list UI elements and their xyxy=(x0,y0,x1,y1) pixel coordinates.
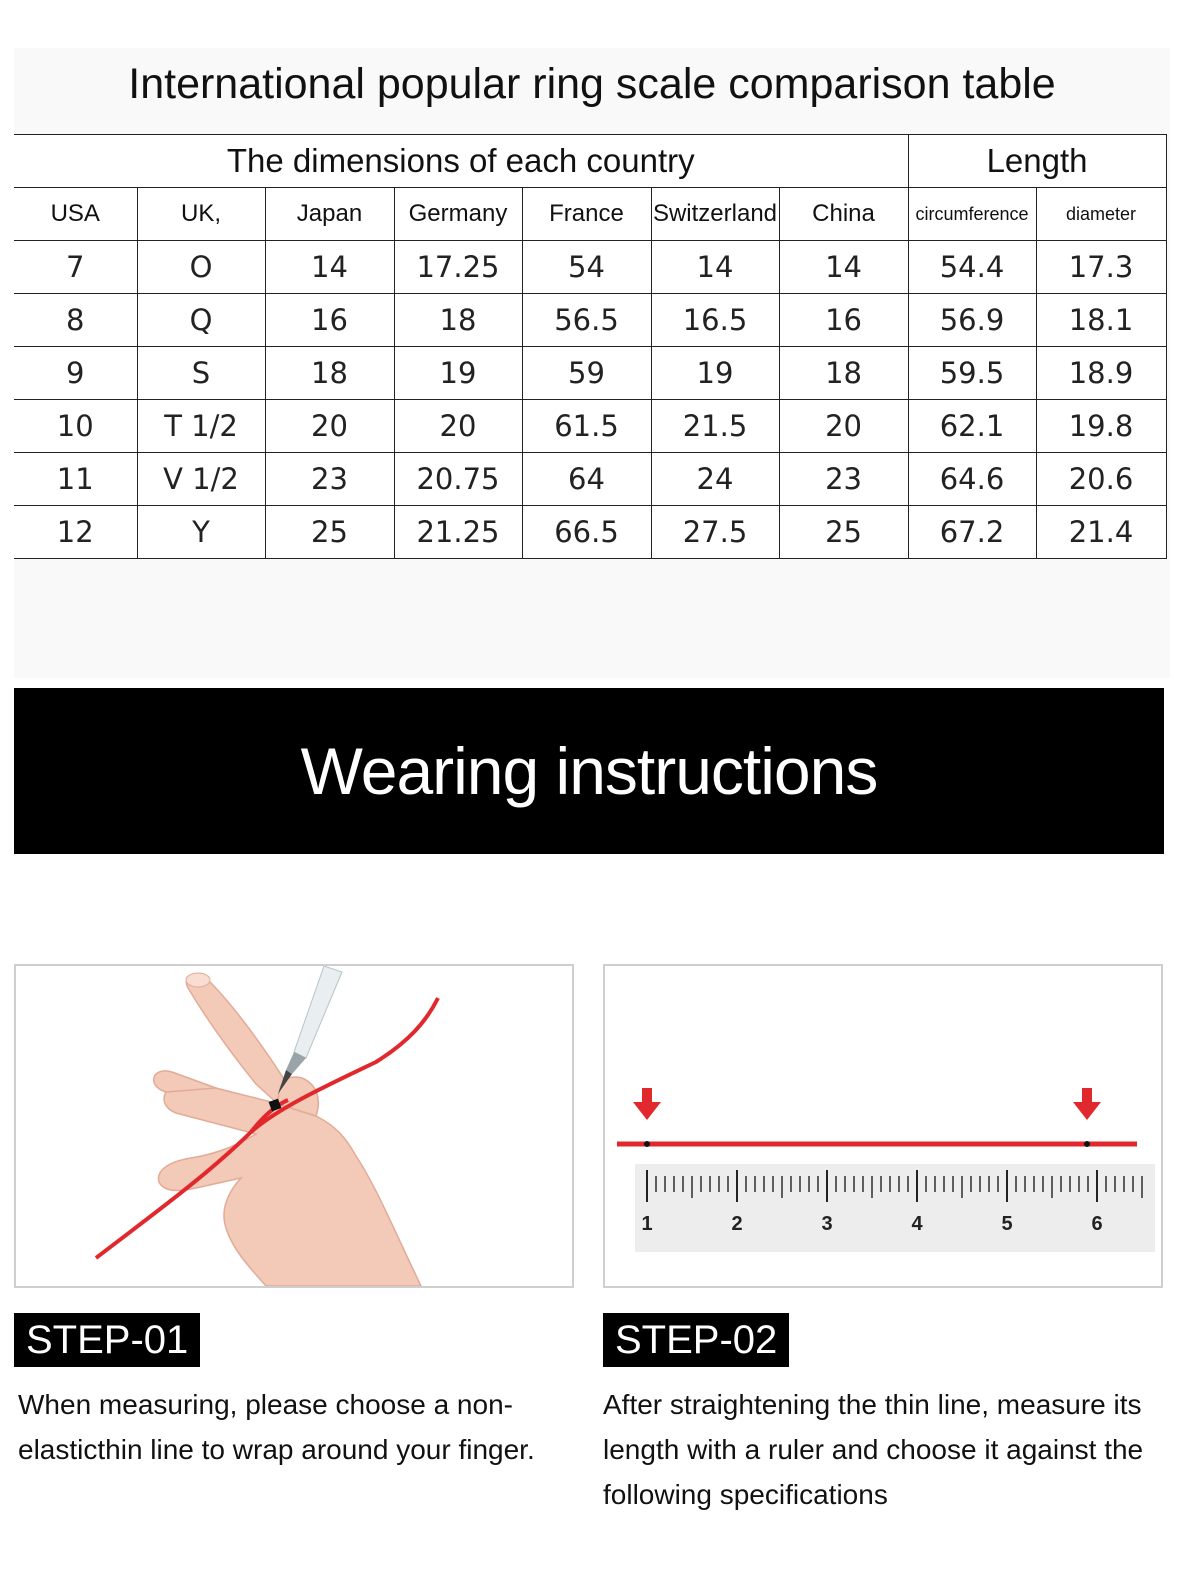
ruler-label: 1 xyxy=(641,1213,653,1235)
cell-usa: 12 xyxy=(14,506,137,559)
column-header-japan: Japan xyxy=(265,188,394,241)
ruler-label: 2 xyxy=(731,1213,743,1235)
step-02-illustration xyxy=(603,964,1163,1288)
cell-diameter: 18.9 xyxy=(1036,347,1166,400)
cell-circumference: 62.1 xyxy=(908,400,1036,453)
ruler-label: 3 xyxy=(821,1213,833,1235)
cell-china: 20 xyxy=(779,400,908,453)
ruler-label: 4 xyxy=(911,1213,923,1235)
cell-switzerland: 19 xyxy=(651,347,779,400)
cell-circumference: 67.2 xyxy=(908,506,1036,559)
cell-japan: 16 xyxy=(265,294,394,347)
table-row xyxy=(14,241,1166,294)
table-row xyxy=(14,400,1166,453)
cell-japan: 18 xyxy=(265,347,394,400)
step-02-label: STEP-02 xyxy=(603,1313,789,1367)
cell-france: 64 xyxy=(522,453,651,506)
table-column-header-row xyxy=(14,188,1166,241)
cell-usa: 10 xyxy=(14,400,137,453)
step-01-illustration xyxy=(14,964,574,1288)
column-header-france: France xyxy=(522,188,651,241)
column-header-switzerland: Switzerland xyxy=(651,188,779,241)
column-header-usa: USA xyxy=(14,188,137,241)
ruler-label: 5 xyxy=(1001,1213,1013,1235)
cell-france: 56.5 xyxy=(522,294,651,347)
ruler-label: 6 xyxy=(1091,1213,1103,1235)
cell-circumference: 59.5 xyxy=(908,347,1036,400)
column-header-uk: UK, xyxy=(137,188,265,241)
cell-switzerland: 21.5 xyxy=(651,400,779,453)
countries-group-header: The dimensions of each country xyxy=(14,135,908,188)
step-01-text: When measuring, please choose a non-elasticthin line to wrap around your finger. xyxy=(18,1389,535,1465)
cell-circumference: 54.4 xyxy=(908,241,1036,294)
cell-diameter: 19.8 xyxy=(1036,400,1166,453)
cell-uk: S xyxy=(137,347,265,400)
cell-circumference: 56.9 xyxy=(908,294,1036,347)
thread-start-dot xyxy=(644,1141,650,1147)
cell-germany: 20 xyxy=(394,400,522,453)
thread-end-dot xyxy=(1084,1141,1090,1147)
cell-switzerland: 24 xyxy=(651,453,779,506)
hand-illustration xyxy=(16,966,572,1286)
column-header-china: China xyxy=(779,188,908,241)
cell-france: 54 xyxy=(522,241,651,294)
table-row xyxy=(14,453,1166,506)
table-row xyxy=(14,347,1166,400)
wearing-instructions-banner xyxy=(14,688,1164,854)
cell-uk: V 1/2 xyxy=(137,453,265,506)
cell-china: 18 xyxy=(779,347,908,400)
cell-japan: 14 xyxy=(265,241,394,294)
cell-circumference: 64.6 xyxy=(908,453,1036,506)
cell-uk: Q xyxy=(137,294,265,347)
cell-japan: 25 xyxy=(265,506,394,559)
cell-diameter: 17.3 xyxy=(1036,241,1166,294)
cell-france: 66.5 xyxy=(522,506,651,559)
column-header-germany: Germany xyxy=(394,188,522,241)
cell-china: 25 xyxy=(779,506,908,559)
length-group-header: Length xyxy=(908,135,1166,188)
table-row xyxy=(14,294,1166,347)
cell-usa: 8 xyxy=(14,294,137,347)
cell-germany: 21.25 xyxy=(394,506,522,559)
cell-germany: 18 xyxy=(394,294,522,347)
cell-china: 16 xyxy=(779,294,908,347)
banner-title: Wearing instructions xyxy=(300,734,878,808)
cell-germany: 17.25 xyxy=(394,241,522,294)
cell-switzerland: 27.5 xyxy=(651,506,779,559)
cell-china: 23 xyxy=(779,453,908,506)
cell-uk: T 1/2 xyxy=(137,400,265,453)
cell-diameter: 21.4 xyxy=(1036,506,1166,559)
cell-japan: 20 xyxy=(265,400,394,453)
column-header-diameter: diameter xyxy=(1036,188,1166,241)
cell-switzerland: 14 xyxy=(651,241,779,294)
table-row xyxy=(14,506,1166,559)
ruler-illustration xyxy=(605,966,1161,1286)
cell-switzerland: 16.5 xyxy=(651,294,779,347)
cell-germany: 19 xyxy=(394,347,522,400)
column-header-circumference: circumference xyxy=(908,188,1036,241)
cell-diameter: 20.6 xyxy=(1036,453,1166,506)
cell-japan: 23 xyxy=(265,453,394,506)
table-title: International popular ring scale comparison table xyxy=(128,60,1056,108)
cell-usa: 7 xyxy=(14,241,137,294)
cell-usa: 9 xyxy=(14,347,137,400)
step-02-text: After straightening the thin line, measure its length with a ruler and choose it against the following specifications xyxy=(603,1389,1144,1510)
cell-germany: 20.75 xyxy=(394,453,522,506)
cell-france: 61.5 xyxy=(522,400,651,453)
ring-size-table xyxy=(14,134,1167,559)
step-01-label: STEP-01 xyxy=(14,1313,200,1367)
cell-france: 59 xyxy=(522,347,651,400)
table-group-header-row xyxy=(14,135,1166,188)
cell-china: 14 xyxy=(779,241,908,294)
cell-usa: 11 xyxy=(14,453,137,506)
cell-uk: O xyxy=(137,241,265,294)
cell-diameter: 18.1 xyxy=(1036,294,1166,347)
cell-uk: Y xyxy=(137,506,265,559)
